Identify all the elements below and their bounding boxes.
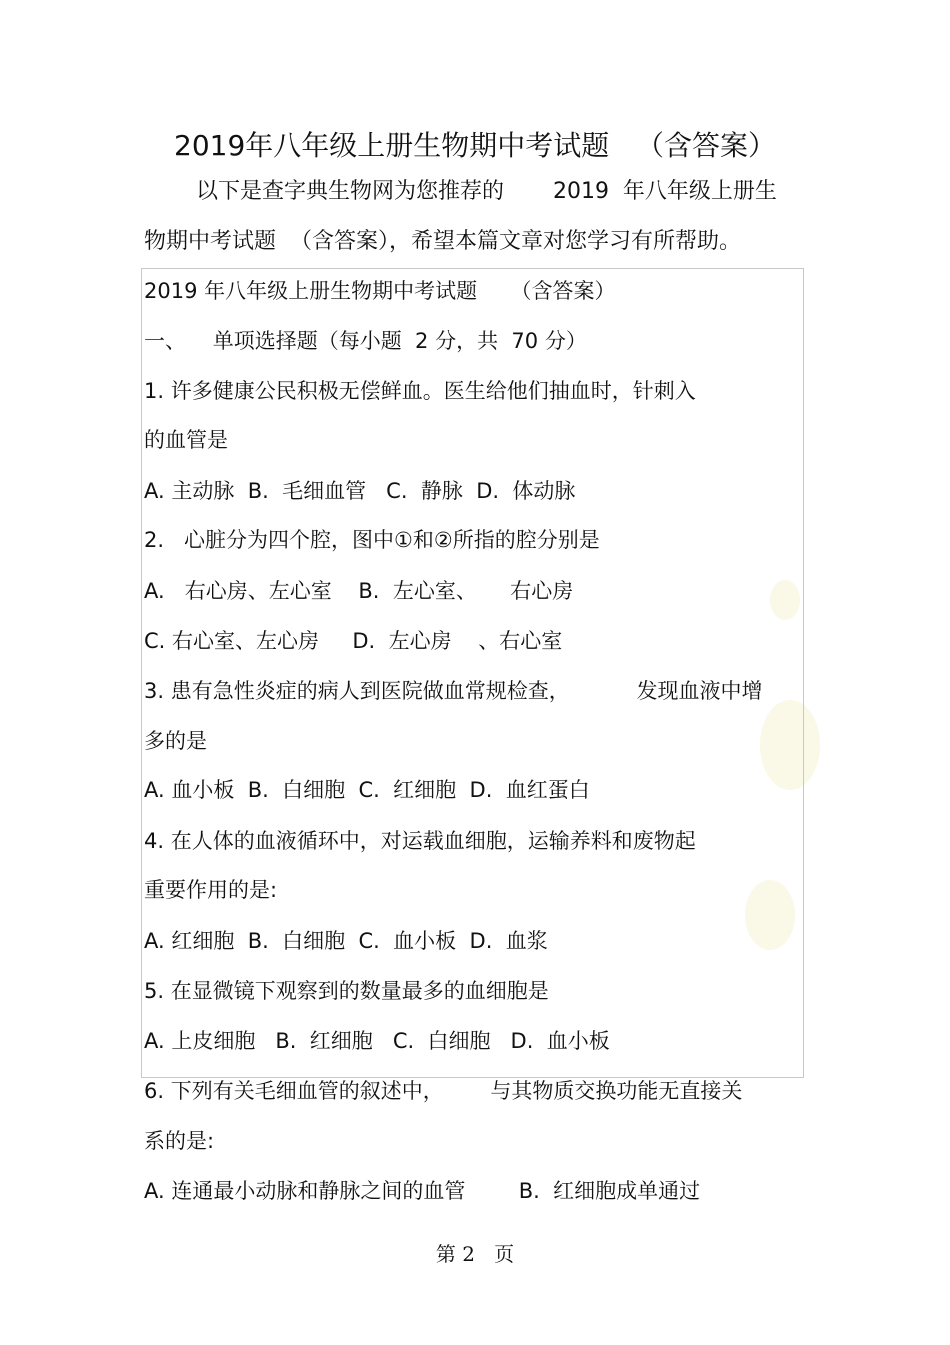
question-1-stem: 1. 许多健康公民积极无偿鲜血。医生给他们抽血时，针刺入	[144, 379, 696, 403]
question-6-options: A. 连通最小动脉和静脉之间的血管 B. 红细胞成单通过	[144, 1179, 701, 1203]
question-6-stem-cont: 系的是:	[144, 1129, 215, 1153]
box-title: 2019 年八年级上册生物期中考试题 （含答案）	[144, 279, 616, 303]
question-4-options: A. 红细胞 B. 白细胞 C. 血小板 D. 血浆	[144, 929, 548, 953]
question-1-options: A. 主动脉 B. 毛细血管 C. 静脉 D. 体动脉	[144, 479, 576, 503]
question-2-stem: 2. 心脏分为四个腔，图中①和②所指的腔分别是	[144, 528, 600, 552]
question-4-stem-cont: 重要作用的是:	[144, 878, 278, 902]
question-3-stem-cont: 多的是	[144, 729, 207, 753]
question-2-options-a: A. 右心房、左心室 B. 左心室、 右心房	[144, 579, 574, 603]
question-5-options: A. 上皮细胞 B. 红细胞 C. 白细胞 D. 血小板	[144, 1029, 610, 1053]
question-3-options: A. 血小板 B. 白细胞 C. 红细胞 D. 血红蛋白	[144, 778, 590, 802]
question-6-stem: 6. 下列有关毛细血管的叙述中， 与其物质交换功能无直接关	[144, 1079, 743, 1103]
question-3-stem: 3. 患有急性炎症的病人到医院做血常规检查， 发现血液中增	[144, 679, 763, 703]
question-5-stem: 5. 在显微镜下观察到的数量最多的血细胞是	[144, 979, 549, 1003]
question-2-options-c: C. 右心室、左心房 D. 左心房 、右心室	[144, 629, 563, 653]
question-4-stem: 4. 在人体的血液循环中，对运载血细胞，运输养料和废物起	[144, 829, 696, 853]
section-heading: 一、 单项选择题（每小题 2 分，共 70 分）	[144, 329, 587, 353]
page-number: 第 2 页	[435, 1242, 515, 1266]
document-title: 2019年八年级上册生物期中考试题 （含答案）	[174, 129, 776, 162]
intro-line-2: 物期中考试题 （含答案），希望本篇文章对您学习有所帮助。	[144, 229, 741, 254]
question-1-stem-cont: 的血管是	[144, 428, 228, 452]
intro-line-1: 以下是查字典生物网为您推荐的 2019 年八年级上册生	[196, 179, 777, 204]
